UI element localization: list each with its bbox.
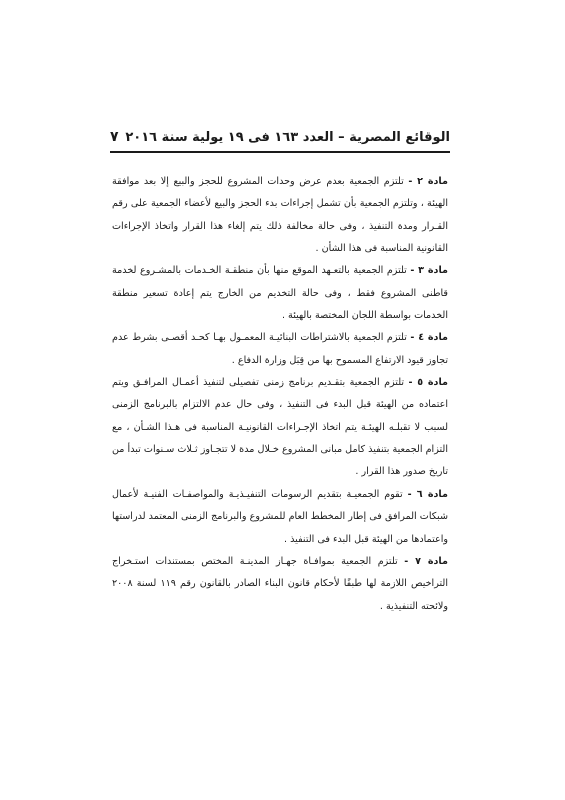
article-label: مادة ٣ -	[410, 265, 448, 277]
document-body	[112, 171, 448, 618]
page-header	[110, 127, 450, 147]
header-title: الوقائع المصرية – العدد ١٦٣ فى ١٩ يولية سنة ٢٠١٦	[125, 129, 450, 145]
article-label: مادة ٢ -	[408, 176, 448, 187]
article-text: تقوم الجمعيـة بتقديم الرسومات التنفيـذيـة والمواصفـات الفنيـة لأعمال شبكات المرافق فى إطار المخطط العام للمشروع والبرنامج الزمنى المعتمد لدراستها واعتمادها من الهيئة قبل البدء فى التنفيذ .	[112, 488, 448, 545]
article-label: مادة ٥ -	[408, 377, 448, 389]
article-label: مادة ٦ -	[407, 488, 448, 500]
article-6	[112, 484, 448, 551]
article-3	[112, 260, 448, 327]
page-number: ٧	[110, 129, 119, 145]
article-label: مادة ٤ -	[410, 332, 448, 344]
article-4	[112, 327, 448, 372]
article-text: تلتزم الجمعية بعدم عرض وحدات المشروع للحجز والبيع إلا بعد موافقة الهيئة ، وتلتزم الجمعية بأن تشمل إجراءات بدء الحجز والبيع لأعضاء الجمعية على رقم القـرار ومدة التنفيذ ، وفى حالة مخالفة ذلك يتم إلغاء هذا القرار واتخاذ الإجراءات القانونية المناسبة فى هذا الشأن .	[112, 176, 448, 255]
article-text: تلتزم الجمعية بموافـاة جهـاز المدينـة المختص بمستندات استـخراج التراخيص اللازمة لها طبقًا لأحكام قانون البناء الصادر بالقانون رقم ١١٩ لسنة ٢٠٠٨ ولائحته التنفيذية .	[112, 555, 448, 612]
header-rule	[110, 151, 450, 153]
article-5	[112, 372, 448, 484]
article-2	[112, 171, 448, 260]
article-text: تلتزم الجمعية بالاشتراطات البنائيـة المعمـول بهـا كحـد أقصـى بشرط عدم تجاوز قيود الارتفاع المسموح بها من قِبَل وزارة الدفاع .	[112, 332, 448, 366]
article-text: تلتزم الجمعية بالتعـهد الموقع منها بأن منطقـة الخـدمات بالمشـروع لخدمة قاطنى المشروع فقط ، وفى حالة التخديم من الخارج يتم إعادة تسعير منطقة الخدمات بواسطة اللجان المختصة بالهيئة .	[112, 265, 448, 322]
article-label: مادة ٧ -	[404, 555, 448, 567]
article-text: تلتزم الجمعية بتقـديم برنامج زمنى تفصيلى لتنفيذ أعمـال المرافـق ويتم اعتماده من الهيئة قبل البدء فى التنفيذ ، وفى حال عدم الالتزام بالبرنامج الزمنى لسبب لا تقبلـه الهيئـة يتم اتخاذ الإجـراءات القانونيـة المناسبة فى هـذا الشـأن ، مع التزام الجمعية بتنفيذ كامل مبانى المشروع خـلال مدة لا تتجـاوز ثـلاث سـنوات تبدأ من تاريخ صدور هذا القرار .	[112, 377, 448, 478]
article-7	[112, 551, 448, 618]
